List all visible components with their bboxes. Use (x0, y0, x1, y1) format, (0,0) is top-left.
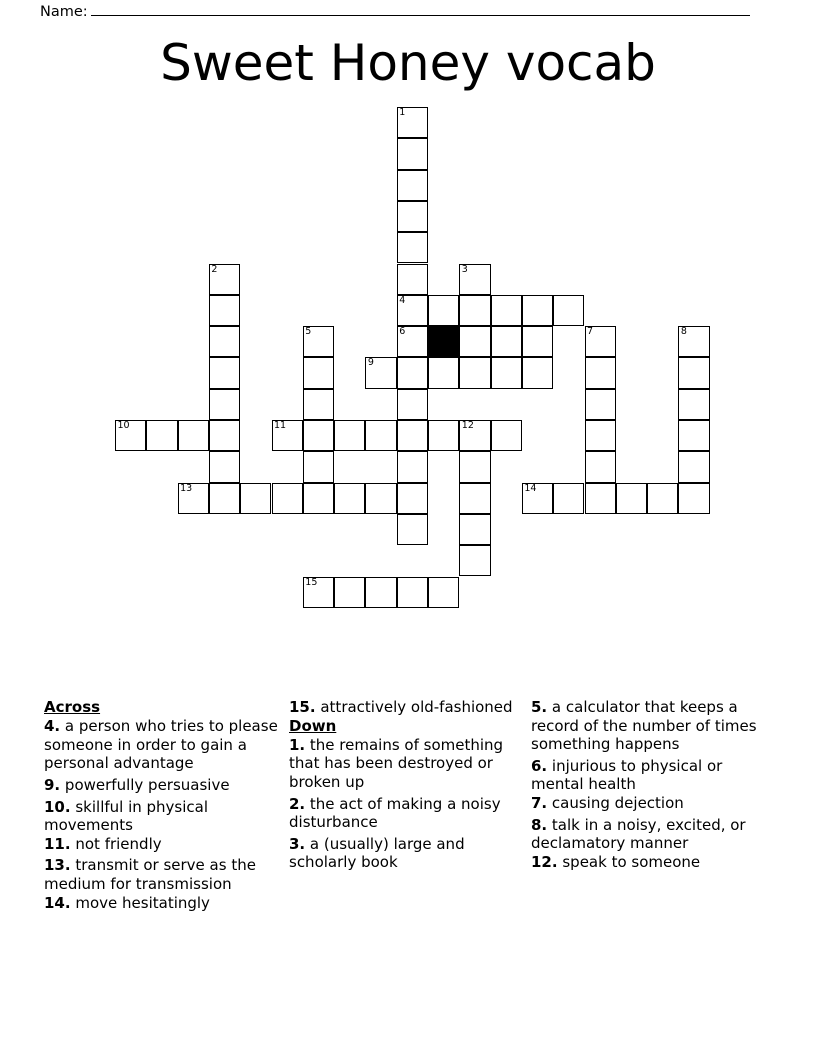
grid-cell[interactable] (585, 389, 616, 420)
grid-cell[interactable] (397, 326, 428, 357)
grid-cell[interactable] (459, 451, 490, 482)
grid-cell[interactable] (334, 420, 365, 451)
grid-cell-number: 8 (680, 326, 687, 338)
grid-cell-number: 4 (399, 294, 406, 306)
grid-cell[interactable] (491, 295, 522, 326)
grid-cell-number: 13 (180, 482, 193, 494)
grid-cell[interactable] (459, 514, 490, 545)
grid-cell[interactable] (491, 420, 522, 451)
grid-cell[interactable] (365, 577, 396, 608)
clue-across-15[interactable] (289, 698, 523, 717)
grid-cell-number: 12 (461, 420, 474, 431)
grid-cell[interactable] (209, 295, 240, 326)
grid-cell[interactable] (678, 451, 709, 482)
grid-cell[interactable] (397, 389, 428, 420)
clue-number: 6. (531, 756, 548, 775)
grid-cell[interactable] (678, 357, 709, 388)
grid-cell[interactable] (585, 420, 616, 451)
clue-number: 15. (289, 698, 316, 716)
clue-across-9[interactable] (44, 776, 281, 795)
grid-cell-number: 2 (211, 263, 218, 275)
grid-cell-blocked (428, 326, 459, 357)
page-title: Sweet Honey vocab (160, 34, 656, 92)
grid-cell[interactable] (428, 295, 459, 326)
clue-number: 7. (531, 793, 548, 812)
grid-cell[interactable] (585, 357, 616, 388)
grid-cell[interactable] (209, 420, 240, 451)
grid-cell[interactable] (522, 483, 553, 514)
clue-text: not friendly (75, 834, 162, 853)
grid-cell[interactable] (365, 420, 396, 451)
clue-text: a calculator that keeps a record of the number of times something happens (531, 698, 757, 754)
clue-number: 2. (289, 794, 306, 813)
clue-column-1 (44, 698, 289, 915)
name-blank-line[interactable] (91, 2, 750, 16)
clue-text: powerfully persuasive (64, 776, 230, 795)
grid-cell[interactable] (397, 107, 428, 138)
grid-cell[interactable] (459, 420, 490, 451)
clue-across-4[interactable] (44, 717, 281, 773)
grid-cell[interactable] (428, 577, 459, 608)
clue-number: 12. (531, 852, 558, 871)
grid-cell[interactable] (397, 295, 428, 326)
grid-cell-number: 3 (461, 263, 468, 275)
clue-down-7[interactable] (531, 794, 772, 813)
grid-cell[interactable] (397, 577, 428, 608)
clue-text: skillful in physical movements (44, 797, 209, 835)
clue-text: transmit or serve as the medium for transmission (44, 856, 256, 894)
grid-cell[interactable] (459, 326, 490, 357)
grid-cell[interactable] (303, 326, 334, 357)
grid-cell[interactable] (209, 389, 240, 420)
clue-number: 11. (44, 834, 71, 853)
grid-cell[interactable] (272, 483, 303, 514)
grid-cell[interactable] (303, 577, 334, 608)
grid-cell[interactable] (647, 483, 678, 514)
grid-cell[interactable] (365, 357, 396, 388)
grid-cell[interactable] (397, 420, 428, 451)
grid-cell[interactable] (553, 295, 584, 326)
clue-down-1[interactable] (289, 736, 523, 792)
grid-cell[interactable] (303, 420, 334, 451)
grid-cell[interactable] (459, 545, 490, 576)
name-row (40, 2, 750, 20)
grid-cell[interactable] (397, 483, 428, 514)
grid-cell[interactable] (397, 232, 428, 263)
clue-number: 5. (531, 698, 548, 716)
clues-container (44, 698, 780, 915)
grid-cell-number: 14 (524, 482, 537, 494)
clue-down-8[interactable] (531, 816, 772, 853)
clue-number: 14. (44, 893, 71, 912)
clue-text: attractively old-fashioned (320, 698, 513, 716)
clue-number: 8. (531, 815, 548, 834)
grid-cell[interactable] (459, 357, 490, 388)
grid-cell[interactable] (303, 451, 334, 482)
grid-cell[interactable] (397, 357, 428, 388)
grid-cell-number: 6 (399, 326, 406, 338)
grid-cell[interactable] (397, 451, 428, 482)
grid-cell[interactable] (585, 451, 616, 482)
grid-cell[interactable] (303, 389, 334, 420)
grid-cell[interactable] (240, 483, 271, 514)
grid-cell[interactable] (209, 326, 240, 357)
grid-cell[interactable] (522, 326, 553, 357)
clue-across-14[interactable] (44, 894, 281, 913)
clue-down-2[interactable] (289, 795, 523, 832)
grid-cell-number: 10 (117, 420, 130, 431)
grid-cell-number: 5 (305, 326, 312, 338)
clue-down-5[interactable] (531, 698, 772, 754)
clue-across-11[interactable] (44, 835, 281, 854)
grid-cell[interactable] (678, 326, 709, 357)
grid-cell[interactable] (178, 483, 209, 514)
grid-cell[interactable] (209, 357, 240, 388)
grid-cell[interactable] (678, 420, 709, 451)
grid-cell[interactable] (365, 483, 396, 514)
clue-down-6[interactable] (531, 757, 772, 794)
name-label: Name: (40, 4, 88, 20)
grid-cell[interactable] (491, 326, 522, 357)
clue-text: speak to someone (562, 852, 701, 871)
grid-cell[interactable] (303, 483, 334, 514)
grid-cell[interactable] (459, 483, 490, 514)
clue-number: 4. (44, 717, 61, 736)
grid-cell-number: 11 (274, 420, 287, 431)
clue-text: causing dejection (551, 793, 684, 812)
grid-cell[interactable] (209, 483, 240, 514)
clue-text: the remains of something that has been destroyed or broken up (289, 735, 504, 792)
grid-cell[interactable] (553, 483, 584, 514)
grid-cell-number: 1 (399, 107, 406, 118)
grid-cell[interactable] (397, 201, 428, 232)
clue-text: the act of making a noisy disturbance (289, 794, 501, 832)
grid-cell[interactable] (303, 357, 334, 388)
grid-cell[interactable] (146, 420, 177, 451)
grid-cell-number: 15 (305, 576, 318, 588)
clue-across-13[interactable] (44, 856, 281, 893)
clue-number: 1. (289, 735, 306, 754)
clue-number: 9. (44, 776, 61, 795)
clue-number: 13. (44, 856, 71, 875)
grid-cell[interactable] (178, 420, 209, 451)
grid-cell[interactable] (115, 420, 146, 451)
clue-text: a (usually) large and scholarly book (289, 834, 465, 872)
grid-cell[interactable] (334, 577, 365, 608)
grid-cell[interactable] (334, 483, 365, 514)
clue-number: 3. (289, 834, 306, 853)
grid-cell[interactable] (272, 420, 303, 451)
grid-cell[interactable] (616, 483, 647, 514)
grid-cell[interactable] (522, 357, 553, 388)
grid-cell[interactable] (678, 389, 709, 420)
grid-cell[interactable] (397, 264, 428, 295)
grid-cell-number: 7 (587, 326, 594, 338)
grid-cell[interactable] (428, 420, 459, 451)
clue-column-3 (531, 698, 780, 874)
grid-cell[interactable] (397, 514, 428, 545)
grid-cell[interactable] (459, 264, 490, 295)
grid-cell[interactable] (585, 326, 616, 357)
grid-cell[interactable] (678, 483, 709, 514)
crossword-grid (115, 107, 735, 627)
clue-text: injurious to physical or mental health (531, 756, 723, 794)
grid-cell[interactable] (522, 295, 553, 326)
grid-cell[interactable] (397, 138, 428, 169)
grid-cell[interactable] (585, 483, 616, 514)
grid-cell[interactable] (397, 170, 428, 201)
clue-text: talk in a noisy, excited, or declamatory manner (531, 815, 746, 853)
clue-down-12[interactable] (531, 853, 772, 872)
grid-cell[interactable] (209, 451, 240, 482)
clue-column-2 (289, 698, 531, 875)
clue-down-3[interactable] (289, 835, 523, 872)
grid-cell[interactable] (428, 357, 459, 388)
clue-text: move hesitatingly (75, 893, 210, 912)
down-heading: Down (289, 716, 337, 735)
clue-number: 10. (44, 797, 71, 816)
grid-cell-number: 9 (367, 357, 374, 369)
across-heading: Across (44, 698, 101, 716)
clue-text: a person who tries to please someone in order to gain a personal advantage (44, 717, 278, 773)
grid-cell[interactable] (491, 357, 522, 388)
grid-cell[interactable] (209, 264, 240, 295)
grid-cell[interactable] (459, 295, 490, 326)
clue-across-10[interactable] (44, 798, 281, 835)
